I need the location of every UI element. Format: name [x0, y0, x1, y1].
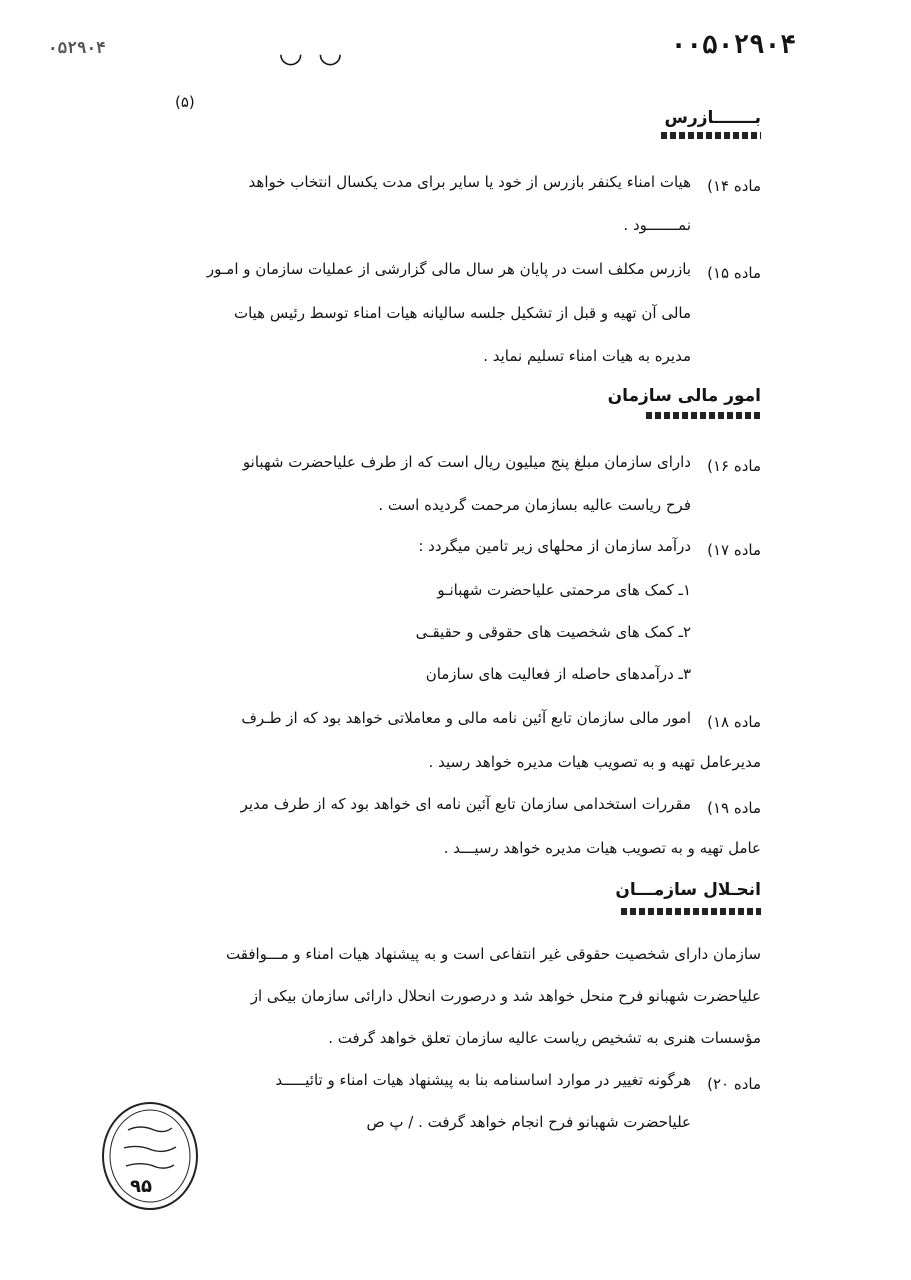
- page-number: (۵): [175, 93, 195, 111]
- article-label: ماده ۱۹): [707, 799, 761, 817]
- article-label: ماده ۱۷): [707, 541, 761, 559]
- list-item: ۳ـ درآمدهای حاصله از فعالیت های سازمان: [425, 665, 691, 683]
- section-heading-dissolution: انحـلال سازمـــان: [615, 880, 761, 900]
- article-text-line: هیات امناء یکنفر بازرس از خود یا سایر برای مدت یکسال انتخاب خواهد: [248, 173, 691, 191]
- stamp-number: ۹۵: [130, 1176, 152, 1197]
- article-label: ماده ۱۴): [707, 177, 761, 195]
- ink-marks: ◡◡: [280, 36, 360, 69]
- article-text-line: مدیره به هیات امناء تسلیم نماید .: [483, 347, 691, 365]
- article-text-line: فرح ریاست عالیه بسازمان مرحمت گردیده است .: [378, 496, 691, 514]
- article-label: ماده ۱۶): [707, 457, 761, 475]
- paragraph-line: سازمان دارای شخصیت حقوقی غیر انتفاعی است و به پیشنهاد هیات امناء و مـــوافقت: [226, 945, 761, 963]
- article-label: ماده ۱۵): [707, 264, 761, 282]
- heading-underline: [621, 908, 761, 915]
- section-heading-inspector: بـــــــازرس: [664, 108, 761, 128]
- paragraph-line: علیاحضرت شهبانو فرح منحل خواهد شد و درصورت انحلال دارائی سازمان بیکی از: [250, 987, 761, 1005]
- article-text-line: نمـــــــود .: [623, 216, 691, 234]
- heading-underline: [646, 412, 761, 419]
- paragraph-line: مؤسسات هنری به تشخیص ریاست عالیه سازمان تعلق خواهد گرفت .: [328, 1029, 761, 1047]
- article-label: ماده ۲۰): [707, 1075, 761, 1093]
- list-item: ۲ـ کمک های شخصیت های حقوقی و حقیقـی: [415, 623, 691, 641]
- article-text-line: عامل تهیه و به تصویب هیات مدیره خواهد رسیـــد .: [443, 839, 761, 857]
- article-text-line: امور مالی سازمان تابع آئین نامه مالی و معاملاتی خواهد بود که از طـرف: [241, 709, 691, 727]
- article-text-line: بازرس مکلف است در پایان هر سال مالی گزارشی از عملیات سازمان و امـور: [206, 260, 691, 278]
- article-text-line: علیاحضرت شهبانو فرح انجام خواهد گرفت . / پ ص: [366, 1113, 691, 1131]
- document-number-right: ۰۰۵۰۲۹۰۴: [670, 30, 796, 60]
- article-text-line: مقررات استخدامی سازمان تابع آئین نامه ای خواهد بود که از طرف مدیر: [240, 795, 691, 813]
- article-label: ماده ۱۸): [707, 713, 761, 731]
- section-heading-finance: امور مالی سازمان: [607, 386, 761, 406]
- list-item: ۱ـ کمک های مرحمتی علیاحضرت شهبانـو: [437, 581, 691, 599]
- round-stamp: [100, 1100, 200, 1212]
- article-text-line: مدیرعامل تهیه و به تصویب هیات مدیره خواهد رسید .: [428, 753, 761, 771]
- article-text-line: دارای سازمان مبلغ پنج میلیون ریال است که از طرف علیاحضرت شهبانو: [242, 453, 691, 471]
- heading-underline: [661, 132, 761, 139]
- document-number-left: ۰۵۲۹۰۴: [48, 38, 106, 57]
- article-text-line: هرگونه تغییر در موارد اساسنامه بنا به پیشنهاد هیات امناء و تائیـــــد: [275, 1071, 691, 1089]
- article-text-line: مالی آن تهیه و قبل از تشکیل جلسه سالیانه هیات امناء توسط رئیس هیات: [233, 304, 691, 322]
- article-text-line: درآمد سازمان از محلهای زیر تامین میگردد :: [418, 537, 691, 555]
